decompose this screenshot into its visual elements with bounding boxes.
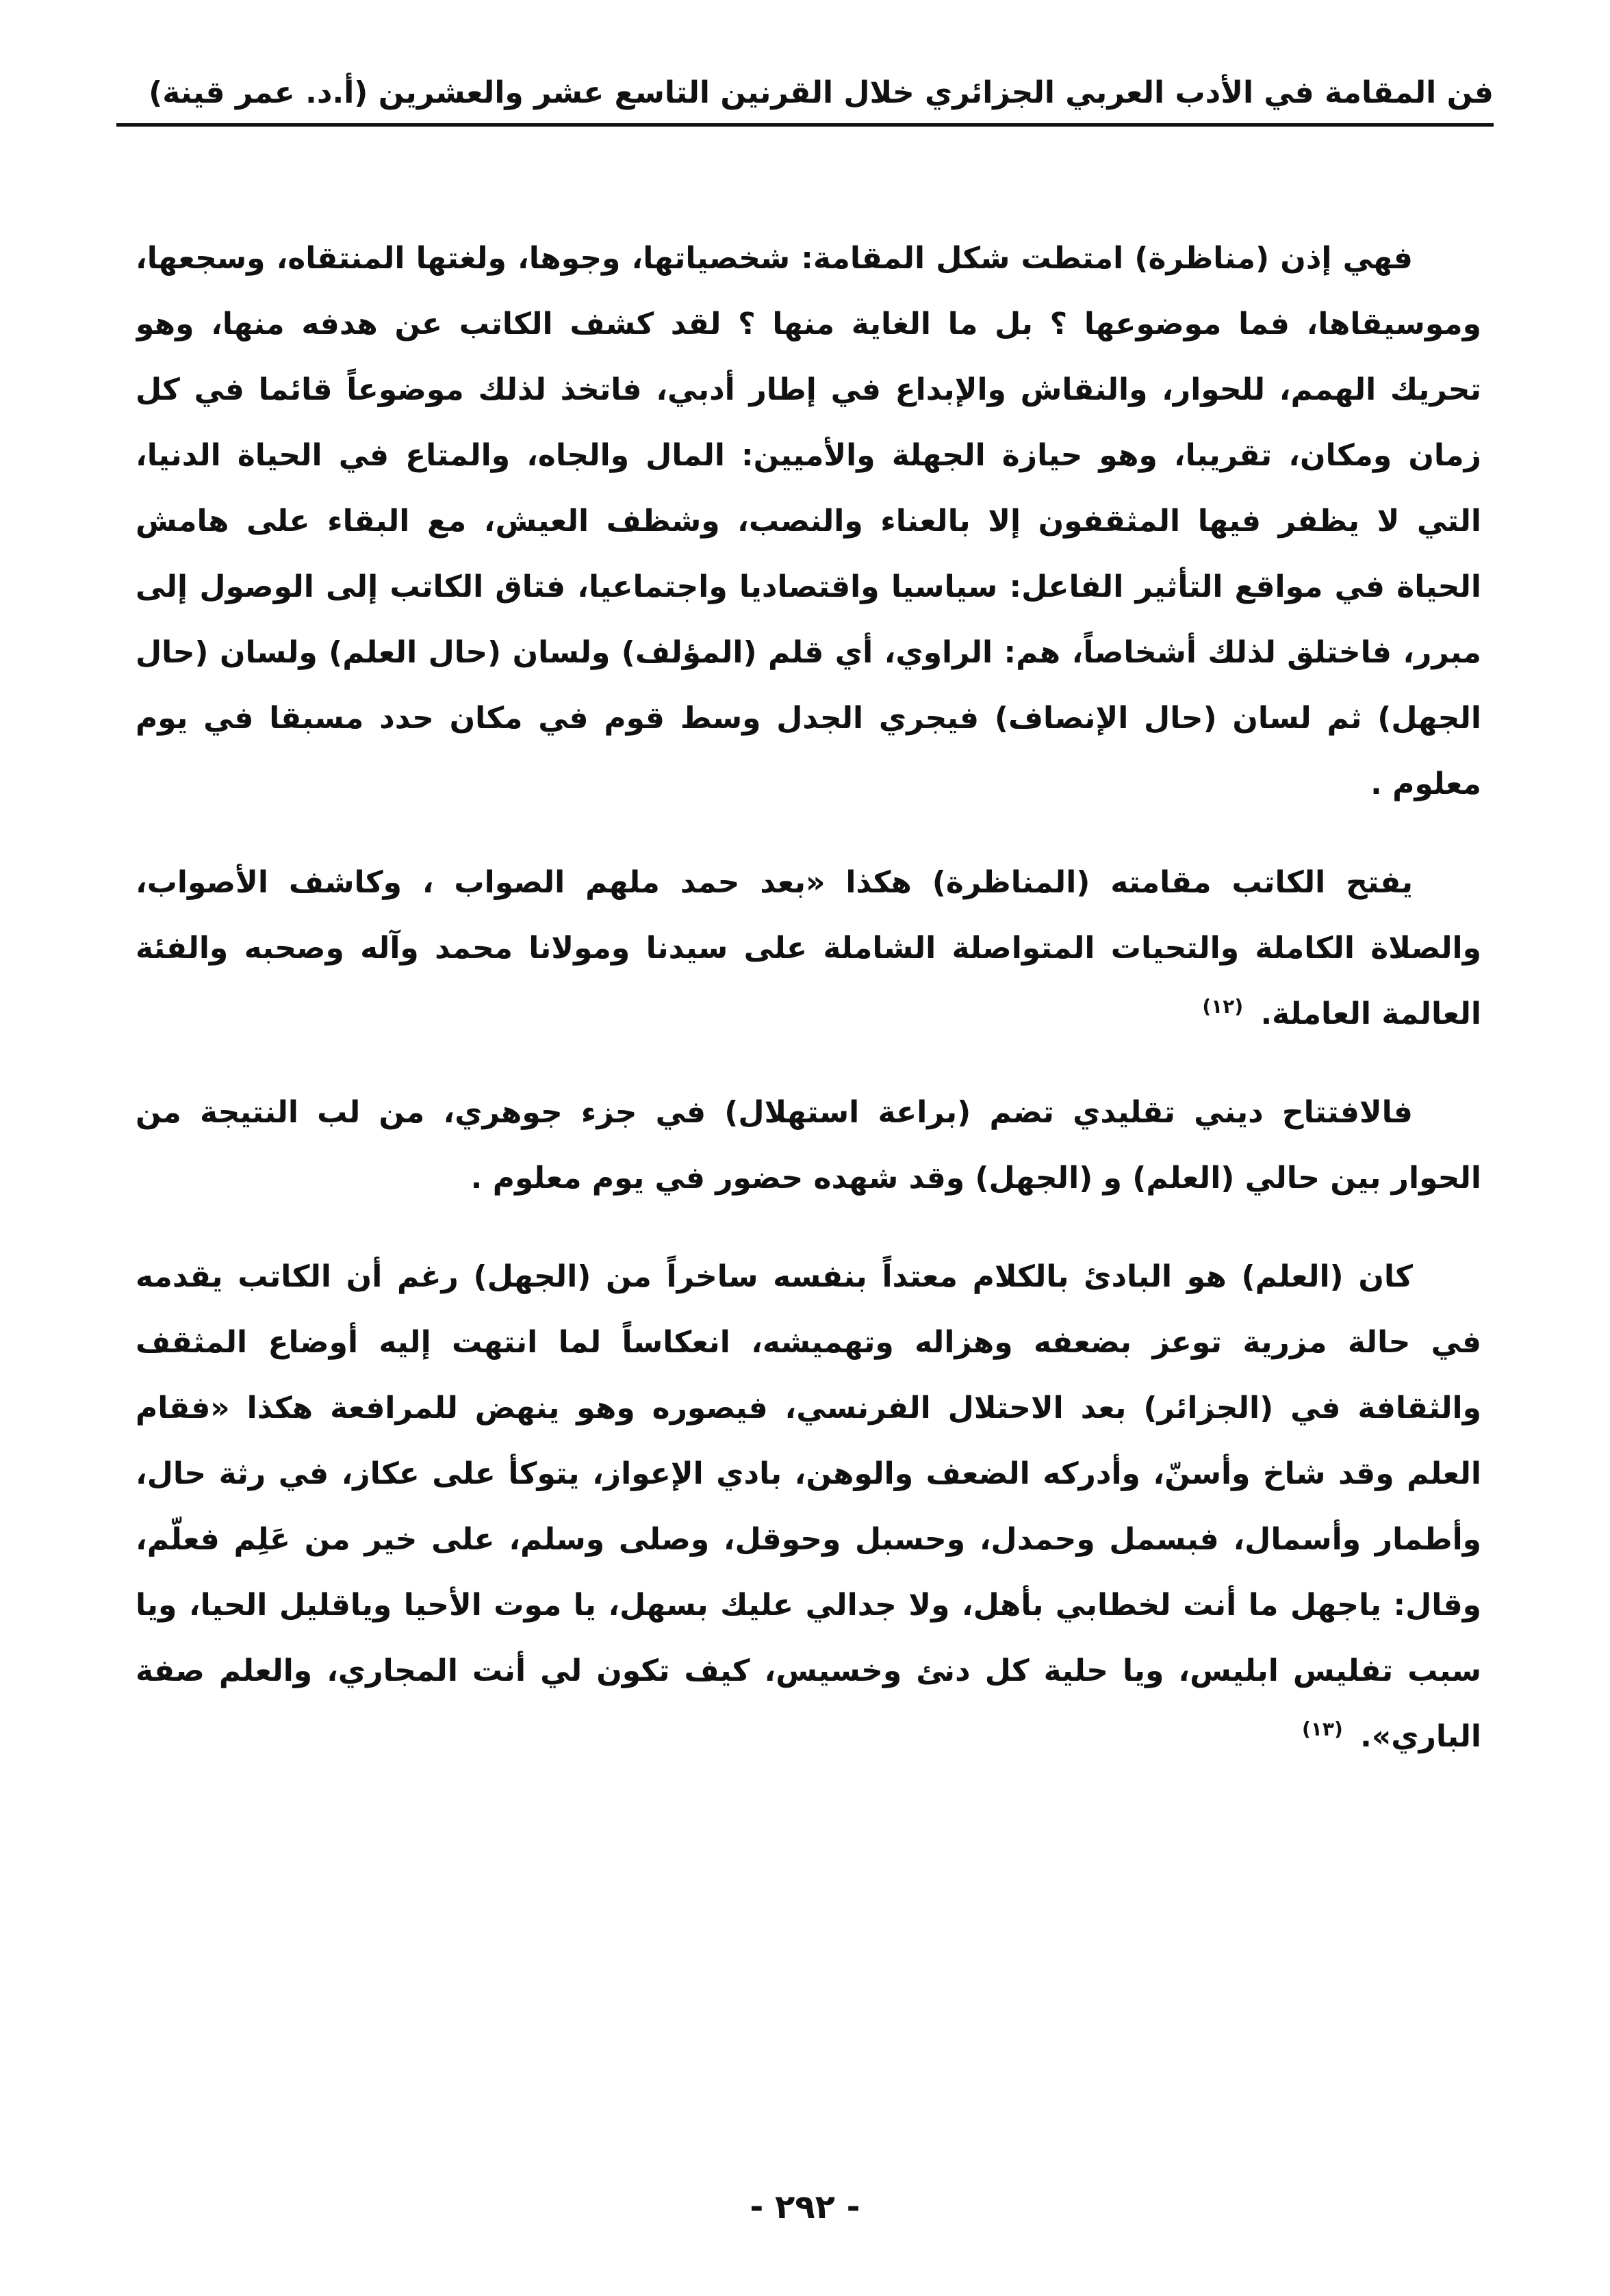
- paragraph-2: [136, 850, 1481, 1047]
- header-rule: [116, 123, 1494, 127]
- paragraph-4: [136, 1244, 1481, 1770]
- paragraph-4-text: كان (العلم) هو البادئ بالكلام معتداً بنفسه ساخراً من (الجهل) رغم أن الكاتب يقدمه في حالة مزرية توعز بضعفه وهزاله وتهميشه، انعكاساً لما انتهت إليه أوضاع المثقف والثقافة في (الجزائر) بعد الاحتلال الفرنسي، فيصوره وهو ينهض للمرافعة هكذا «فقام العلم وقد شاخ وأسنّ، وأدركه الضعف والوهن، بادي الإعواز، يتوكأ على عكاز، في رثة حال، وأطمار وأسمال، فبسمل وحمدل، وحسبل وحوقل، وصلى وسلم، على خير من عَلِم فعلّم، وقال: ياجهل ما أنت لخطابي بأهل، ولا جدالي عليك بسهل، يا موت الأحيا وياقليل الحيا، ويا سبب تفليس ابليس، ويا حلية كل دنئ وخسيس، كيف تكون لي أنت المجاري، والعلم صفة الباري».: [136, 1259, 1481, 1754]
- paragraph-3: [136, 1080, 1481, 1211]
- footnote-reference-12: (١٢): [1202, 995, 1244, 1018]
- paragraph-1: [136, 226, 1481, 817]
- paragraph-3-text: فالافتتاح ديني تقليدي تضم (براعة استهلال) في جزء جوهري، من لب النتيجة من الحوار بين حالي (العلم) و (الجهل) وقد شهده حضور في يوم معلوم .: [136, 1095, 1481, 1196]
- paragraph-1-text: فهي إذن (مناظرة) امتطت شكل المقامة: شخصياتها، وجوها، ولغتها المنتقاه، وسجعها، وموسيقاها، فما موضوعها ؟ بل ما الغاية منها ؟ لقد كشف الكاتب عن هدفه منها، وهو تحريك الهمم، للحوار، والنقاش والإبداع في إطار أدبي، فاتخذ لذلك موضوعاً قائما في كل زمان ومكان، تقريبا، وهو حيازة الجهلة والأميين: المال والجاه، والمتاع في الحياة الدنيا، التي لا يظفر فيها المثقفون إلا بالعناء والنصب، وشظف العيش، مع البقاء على هامش الحياة في مواقع التأثير الفاعل: سياسيا واقتصاديا واجتماعيا، فتاق الكاتب إلى الوصول إلى مبرر، فاختلق لذلك أشخاصاً، هم: الراوي، أي قلم (المؤلف) ولسان (حال العلم) ولسان (حال الجهل) ثم لسان (حال الإنصاف) فيجري الجدل وسط قوم في مكان حدد مسبقا في يوم معلوم .: [136, 241, 1481, 801]
- running-header: فن المقامة في الأدب العربي الجزائري خلال القرنين التاسع عشر والعشرين (أ.د. عمر قينة): [149, 75, 1494, 110]
- page-number: - ٢٩٢ -: [750, 2188, 860, 2226]
- footnote-reference-13: (١٣): [1302, 1718, 1343, 1741]
- body-text: [136, 226, 1481, 2070]
- paragraph-2-text: يفتح الكاتب مقامته (المناظرة) هكذا «بعد حمد ملهم الصواب ، وكاشف الأصواب، والصلاة الكاملة والتحيات المتواصلة الشاملة على سيدنا ومولانا محمد وآله وصحبه والفئة العالمة العاملة.: [136, 865, 1481, 1031]
